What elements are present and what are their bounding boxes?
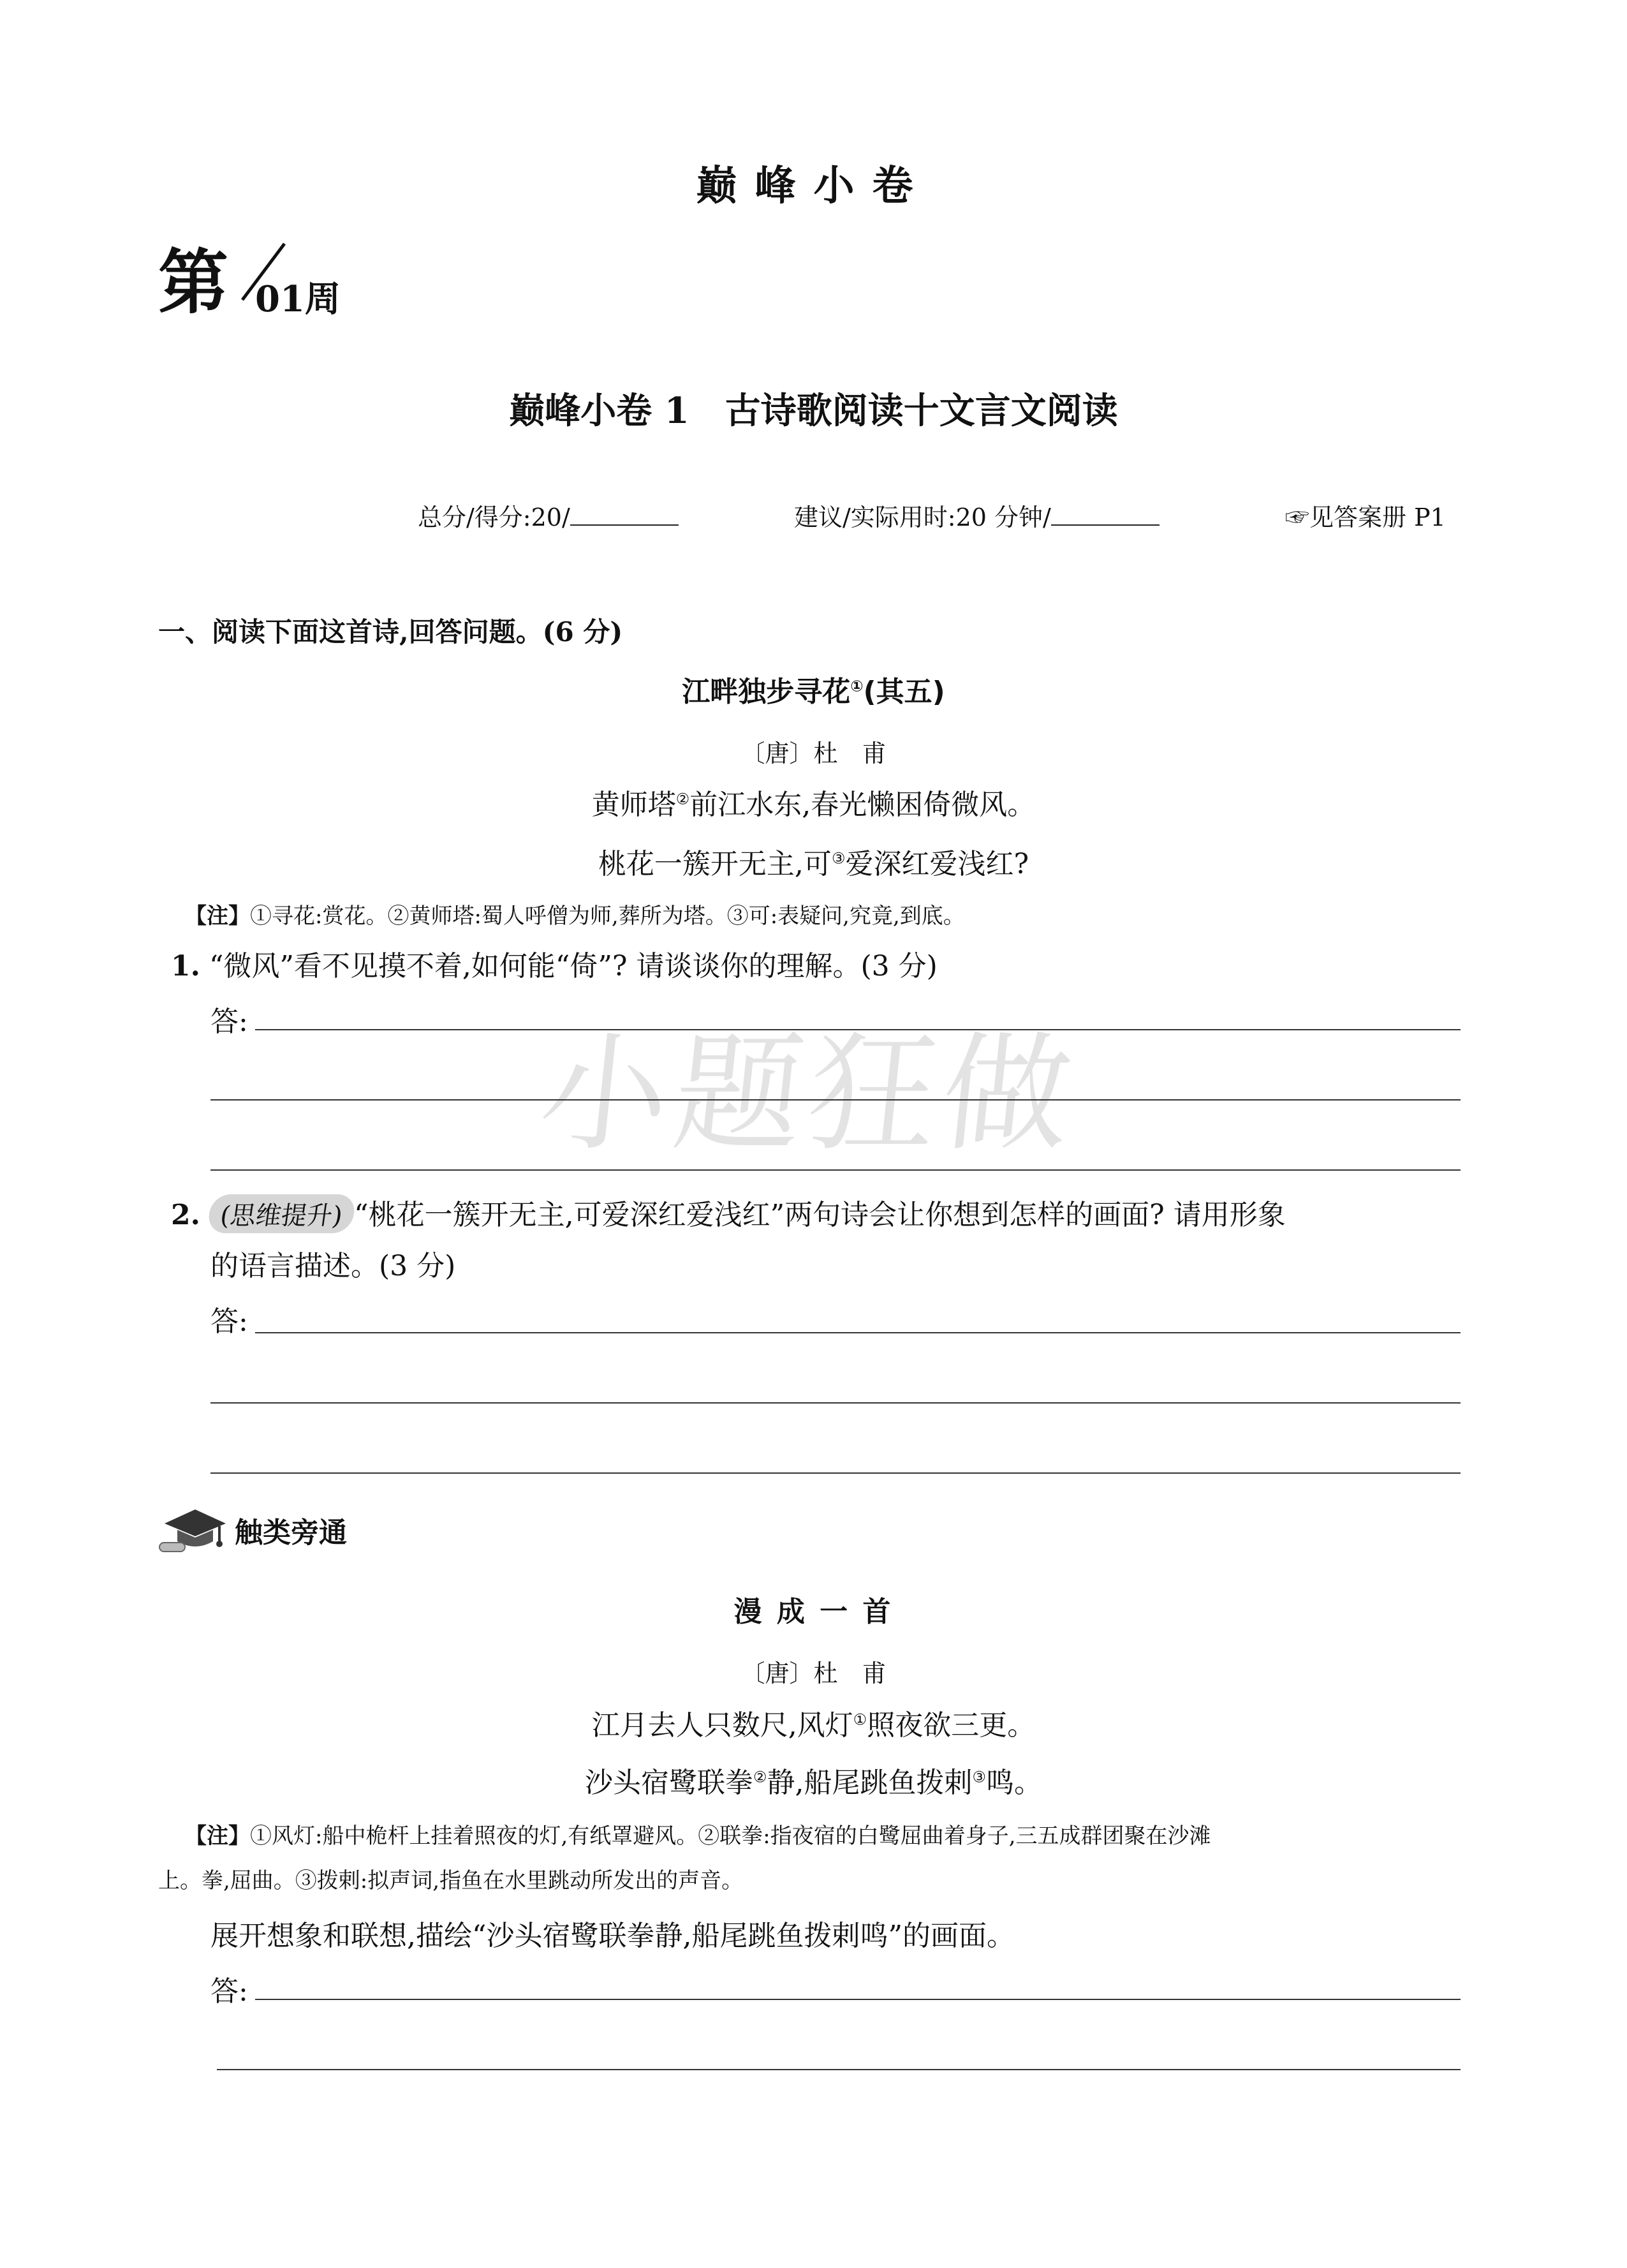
poem2-note-line2: 上。拳,屈曲。③拨剌:拟声词,指鱼在水里跳动所发出的声音。: [158, 1868, 744, 1894]
score-label: 总分/得分:20/: [418, 503, 570, 531]
graduation-cap-icon: [158, 1506, 230, 1557]
extension-heading: [158, 1506, 347, 1550]
question-2: [171, 1192, 1286, 1233]
q2-answer-line-3[interactable]: [210, 1472, 1461, 1474]
poem2-line2-c: 鸣。: [986, 1767, 1043, 1799]
poem2-line2-b: 静,船尾跳鱼拨剌: [767, 1767, 973, 1799]
paper-title: 巅峰小卷 1 古诗歌阅读十文言文阅读: [509, 390, 1118, 432]
question-1: [171, 943, 938, 984]
poem1-note-text: ①寻花:赏花。②黄师塔:蜀人呼僧为师,葬所为塔。③可:表疑问,究竟,到底。: [250, 903, 965, 929]
poem2-line2: [0, 1760, 1627, 1800]
q2-text-line1: “桃花一簇开无主,可爱深红爱浅红”两句诗会让你想到怎样的画面? 请用形象: [354, 1199, 1286, 1231]
poem2-line2-mark: ②: [753, 1768, 767, 1786]
week-prefix: 第: [158, 241, 228, 323]
thinking-badge: (思维提升): [207, 1194, 357, 1233]
poem2-author: 〔唐〕杜 甫: [740, 1659, 887, 1687]
poem2-note-text1: ①风灯:船中桅杆上挂着照夜的灯,有纸罩避风。②联拳:指夜宿的白鹭屈曲着身子,三五成群团聚在沙滩: [250, 1823, 1211, 1849]
poem2-line2-a: 沙头宿鹭联拳: [584, 1767, 753, 1799]
answer-reference: ☞见答案册 P1: [1285, 503, 1446, 531]
extension-heading-label: 触类旁通: [235, 1516, 347, 1549]
extension-question: 展开想象和联想,描绘“沙头宿鹭联拳静,船尾跳鱼拨剌鸣”的画面。: [210, 1920, 1015, 1952]
poem1-title-text: 江畔独步寻花: [682, 676, 851, 708]
poem1-line1-b: 前江水东,春光懒困倚微风。: [689, 789, 1036, 821]
poem1-line1: [0, 782, 1627, 822]
q2-text-line2: 的语言描述。(3 分): [210, 1250, 456, 1282]
extension-answer-line-1[interactable]: [255, 1999, 1461, 2000]
poem1-line2-mark: ③: [831, 849, 846, 868]
poem1-line1-a: 黄师塔: [591, 789, 676, 821]
poem2-note-line1: [185, 1818, 1211, 1849]
q1-number: 1.: [171, 950, 200, 982]
q2-number: 2.: [171, 1199, 200, 1231]
page-header-title: 巅峰小卷: [696, 162, 931, 210]
time-label: 建议/实际用时:20 分钟/: [794, 503, 1051, 531]
extension-answer-label: 答:: [210, 1975, 248, 2008]
q1-answer-line-1[interactable]: [255, 1029, 1461, 1030]
poem1-line1-mark: ②: [675, 790, 690, 808]
time-blank[interactable]: [1051, 503, 1160, 526]
poem1-line2-b: 爱深红爱浅红?: [845, 848, 1029, 880]
poem1-title: [0, 669, 1627, 709]
poem2-note-tag: 【注】: [185, 1823, 250, 1849]
poem1-title-mark: ①: [850, 677, 864, 695]
extension-answer-line-2[interactable]: [217, 2069, 1461, 2070]
poem2-line1-mark: ①: [853, 1710, 867, 1729]
poem1-line2: [0, 841, 1627, 882]
poem1-note-tag: 【注】: [185, 903, 250, 929]
watermark: 小题狂做: [533, 1020, 1085, 1169]
q2-answer-label: 答:: [210, 1305, 248, 1338]
poem1-author: 〔唐〕杜 甫: [740, 739, 887, 767]
time-line: [794, 498, 1160, 533]
poem1-title-suffix: (其五): [863, 676, 945, 708]
poem1-line2-a: 桃花一簇开无主,可: [598, 848, 832, 880]
poem2-title: 漫 成 一 首: [733, 1596, 894, 1628]
poem1-note: [185, 898, 965, 930]
score-blank[interactable]: [570, 503, 679, 526]
q1-answer-line-3[interactable]: [210, 1169, 1461, 1171]
poem2-line1-b: 照夜欲三更。: [867, 1709, 1036, 1742]
poem2-line1: [0, 1702, 1627, 1743]
q2-answer-line-1[interactable]: [255, 1332, 1461, 1333]
q1-answer-line-2[interactable]: [210, 1099, 1461, 1101]
score-line: [418, 498, 679, 533]
poem2-line2-mark2: ③: [972, 1768, 987, 1786]
q2-answer-line-2[interactable]: [210, 1402, 1461, 1404]
poem2-line1-a: 江月去人只数尺,风灯: [591, 1709, 853, 1742]
q1-answer-label: 答:: [210, 1005, 248, 1038]
section1-title: 一、阅读下面这首诗,回答问题。(6 分): [158, 616, 623, 648]
week-number: 01周: [255, 278, 341, 320]
q1-text: “微风”看不见摸不着,如何能“倚”? 请谈谈你的理解。(3 分): [209, 950, 938, 982]
